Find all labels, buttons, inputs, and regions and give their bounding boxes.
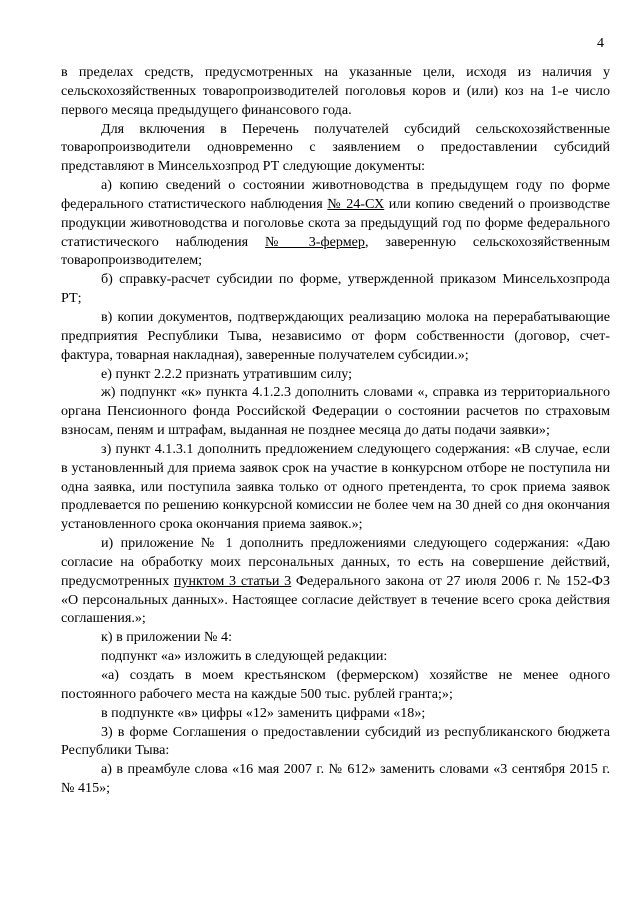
text-segment: ж) подпункт «к» пункта 4.1.2.3 дополнить словами «, справка из территориального органа Пенсионного фонда Российской Федерации о состоянии расчетов по страховым взносам, пеням и штрафам, выданная не позднее месяца до даты подачи заявки»;	[61, 384, 610, 439]
text-segment: в) копии документов, подтверждающих реализацию молока на перерабатывающие предприятия Республики Тыва, независимо от форм собственности (договор, счет-фактура, товарная накладная), заверенные получателем субсидии.»;	[61, 308, 610, 363]
text-segment: подпункт «а» изложить в следующей редакции:	[101, 648, 388, 665]
paragraph	[61, 628, 610, 647]
underlined-reference: пунктом 3 статьи 3	[173, 572, 292, 589]
text-segment: или копию сведений о производстве продукции животноводства и поголовье скота за предыдущий год по форме федерального статистического наблюдения	[61, 195, 610, 250]
paragraph	[61, 308, 610, 365]
text-segment: и) приложение № 1 дополнить предложениями следующего содержания: «Даю согласие на обработку моих персональных данных, то есть на совершение действий, предусмотренных	[61, 535, 610, 589]
paragraph	[61, 63, 610, 120]
text-segment: е) пункт 2.2.2 признать утратившим силу;	[101, 365, 353, 382]
page-number: 4	[597, 36, 604, 51]
text-segment: , заверенную сельскохозяйственным товаропроизводителем;	[61, 233, 610, 269]
paragraph	[61, 723, 610, 761]
paragraph	[61, 365, 610, 384]
text-segment: к) в приложении № 4:	[101, 629, 232, 646]
paragraph	[61, 176, 610, 270]
paragraph	[61, 760, 610, 798]
paragraph	[61, 383, 610, 440]
underlined-reference: № 3-фермер	[265, 233, 365, 250]
text-segment: 3) в форме Соглашения о предоставлении субсидий из республиканского бюджета Республики Тыва:	[61, 723, 610, 759]
paragraph	[61, 534, 610, 628]
text-segment: а) копию сведений о состоянии животноводства в предыдущем году по форме федерального статистического наблюдения	[61, 177, 610, 212]
underlined-reference: № 24-СХ	[327, 195, 385, 212]
paragraph	[61, 666, 610, 704]
text-segment: з) пункт 4.1.3.1 дополнить предложением следующего содержания: «В случае, если в установленный для приема заявок срок на участие в конкурсном отборе не поступила ни одна заявка, или поступила заявка только от одного претендента, то срок приема заявок продлевается по решению конкурсной комиссии не более чем на 30 дней со дня окончания установленного срока окончания приема заявок.»;	[61, 440, 610, 533]
text-segment: в пределах средств, предусмотренных на указанные цели, исходя из наличия у сельскохозяйственных товаропроизводителей поголовья коров и (или) коз на 1-е число первого месяца предыдущего финансового года.	[61, 64, 610, 118]
text-segment: Для включения в Перечень получателей субсидий сельскохозяйственные товаропроизводители одновременно с заявлением о предоставлении субсидий представляют в Минсельхозпрод РТ следующие документы:	[61, 120, 610, 175]
paragraph	[61, 270, 610, 308]
text-segment: «а) создать в моем крестьянском (фермерском) хозяйстве не менее одного постоянного рабочего места на каждые 500 тыс. рублей гранта;»;	[61, 667, 610, 702]
paragraph	[61, 120, 610, 177]
paragraph	[61, 704, 610, 723]
paragraph	[61, 647, 610, 666]
document-body	[61, 63, 610, 798]
text-segment: Федерального закона от 27 июля 2006 г. № 152-ФЗ «О персональных данных». Настоящее согласие действует в течение всего срока действия соглашения.»;	[61, 572, 610, 627]
paragraph	[61, 440, 610, 534]
text-segment: в подпункте «в» цифры «12» заменить цифрами «18»;	[101, 704, 426, 721]
text-segment: б) справку-расчет субсидии по форме, утвержденной приказом Минсельхозпрода РТ;	[61, 271, 610, 307]
text-segment: а) в преамбуле слова «16 мая 2007 г. № 612» заменить словами «3 сентября 2015 г. № 415»;	[61, 761, 610, 797]
